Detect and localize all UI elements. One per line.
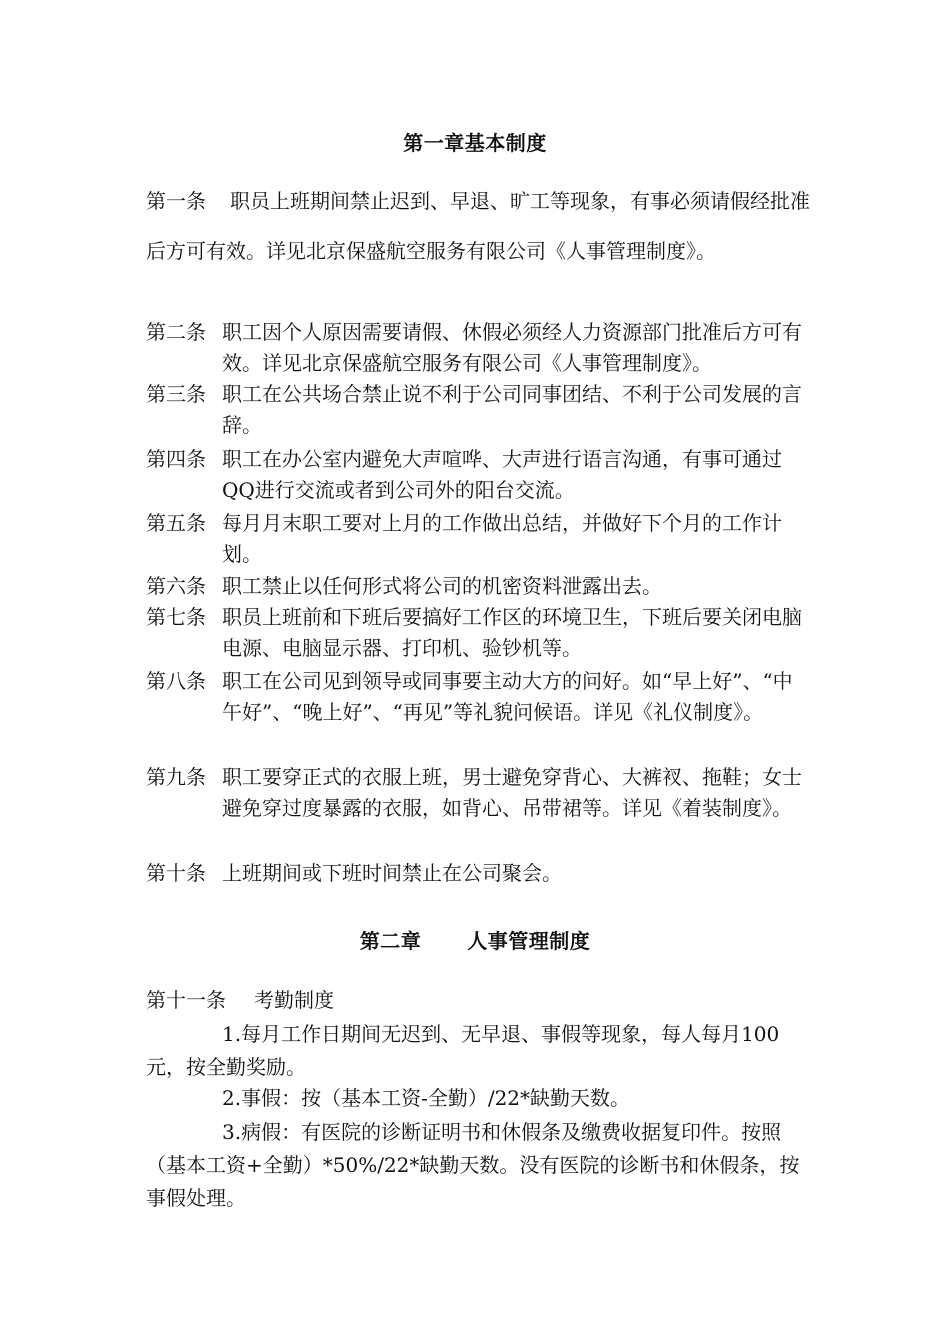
article-number: 第七条 — [146, 605, 206, 629]
article-7 — [146, 602, 810, 664]
article-number: 第二条 — [146, 320, 206, 344]
article-text: 职工在办公室内避免大声喧哗、大声进行语言沟通，有事可通过QQ进行交流或者到公司外的阳台交流。 — [222, 447, 782, 502]
article-11-heading — [146, 985, 334, 1016]
article-9 — [146, 762, 810, 824]
article-number: 第八条 — [146, 669, 206, 693]
article-number: 第十一条 — [146, 988, 226, 1012]
attendance-item-2: 2.事假：按（基本工资-全勤）/22*缺勤天数。 — [222, 1086, 631, 1110]
article-text: 职工在公司见到领导或同事要主动大方的问好。如“早上好”、“中午好”、“晚上好”、“再见”等礼貌问候语。详见《礼仪制度》。 — [222, 669, 793, 724]
article-number: 第五条 — [146, 511, 206, 535]
article-number: 第一条 — [146, 189, 206, 213]
article-text: 职员上班期间禁止迟到、早退、旷工等现象，有事必须请假经批准后方可有效。详见北京保盛航空服务有限公司《人事管理制度》。 — [146, 189, 810, 263]
chapter-name: 人事管理制度 — [467, 929, 591, 953]
article-number: 第九条 — [146, 765, 206, 789]
article-3 — [146, 379, 810, 441]
chapter-label: 第二章 — [359, 929, 422, 953]
article-text: 每月月末职工要对上月的工作做出总结，并做好下个月的工作计划。 — [222, 511, 782, 566]
article-number: 第十条 — [146, 861, 206, 885]
article-text: 职工因个人原因需要请假、休假必须经人力资源部门批准后方可有效。详见北京保盛航空服务有限公司《人事管理制度》。 — [222, 320, 802, 375]
article-title: 考勤制度 — [254, 988, 334, 1012]
attendance-item-3: 3.病假：有医院的诊断证明书和休假条及缴费收据复印件。按照（基本工资+全勤）*50%/22*缺勤天数。没有医院的诊断书和休假条，按事假处理。 — [146, 1120, 800, 1210]
article-text: 职工要穿正式的衣服上班，男士避免穿背心、大裤衩、拖鞋；女士避免穿过度暴露的衣服，如背心、吊带裙等。详见《着装制度》。 — [222, 765, 802, 820]
article-6 — [146, 571, 810, 602]
article-number: 第三条 — [146, 382, 206, 406]
article-text: 职工禁止以任何形式将公司的机密资料泄露出去。 — [222, 574, 662, 598]
chapter-2-title — [0, 925, 950, 954]
article-1 — [146, 176, 810, 276]
article-10 — [146, 858, 810, 889]
article-text: 职员上班前和下班后要搞好工作区的环境卫生，下班后要关闭电脑电源、电脑显示器、打印机、验钞机等。 — [222, 605, 802, 660]
article-4 — [146, 444, 810, 506]
article-text: 职工在公共场合禁止说不利于公司同事团结、不利于公司发展的言辞。 — [222, 382, 802, 437]
article-8 — [146, 666, 810, 728]
chapter-1-title: 第一章基本制度 — [403, 131, 547, 155]
article-2 — [146, 317, 810, 379]
attendance-item-1: 1.每月工作日期间无迟到、无早退、事假等现象，每人每月100元，按全勤奖励。 — [146, 1022, 780, 1079]
article-text: 上班期间或下班时间禁止在公司聚会。 — [222, 861, 562, 885]
article-5 — [146, 508, 810, 570]
article-number: 第四条 — [146, 447, 206, 471]
article-number: 第六条 — [146, 574, 206, 598]
